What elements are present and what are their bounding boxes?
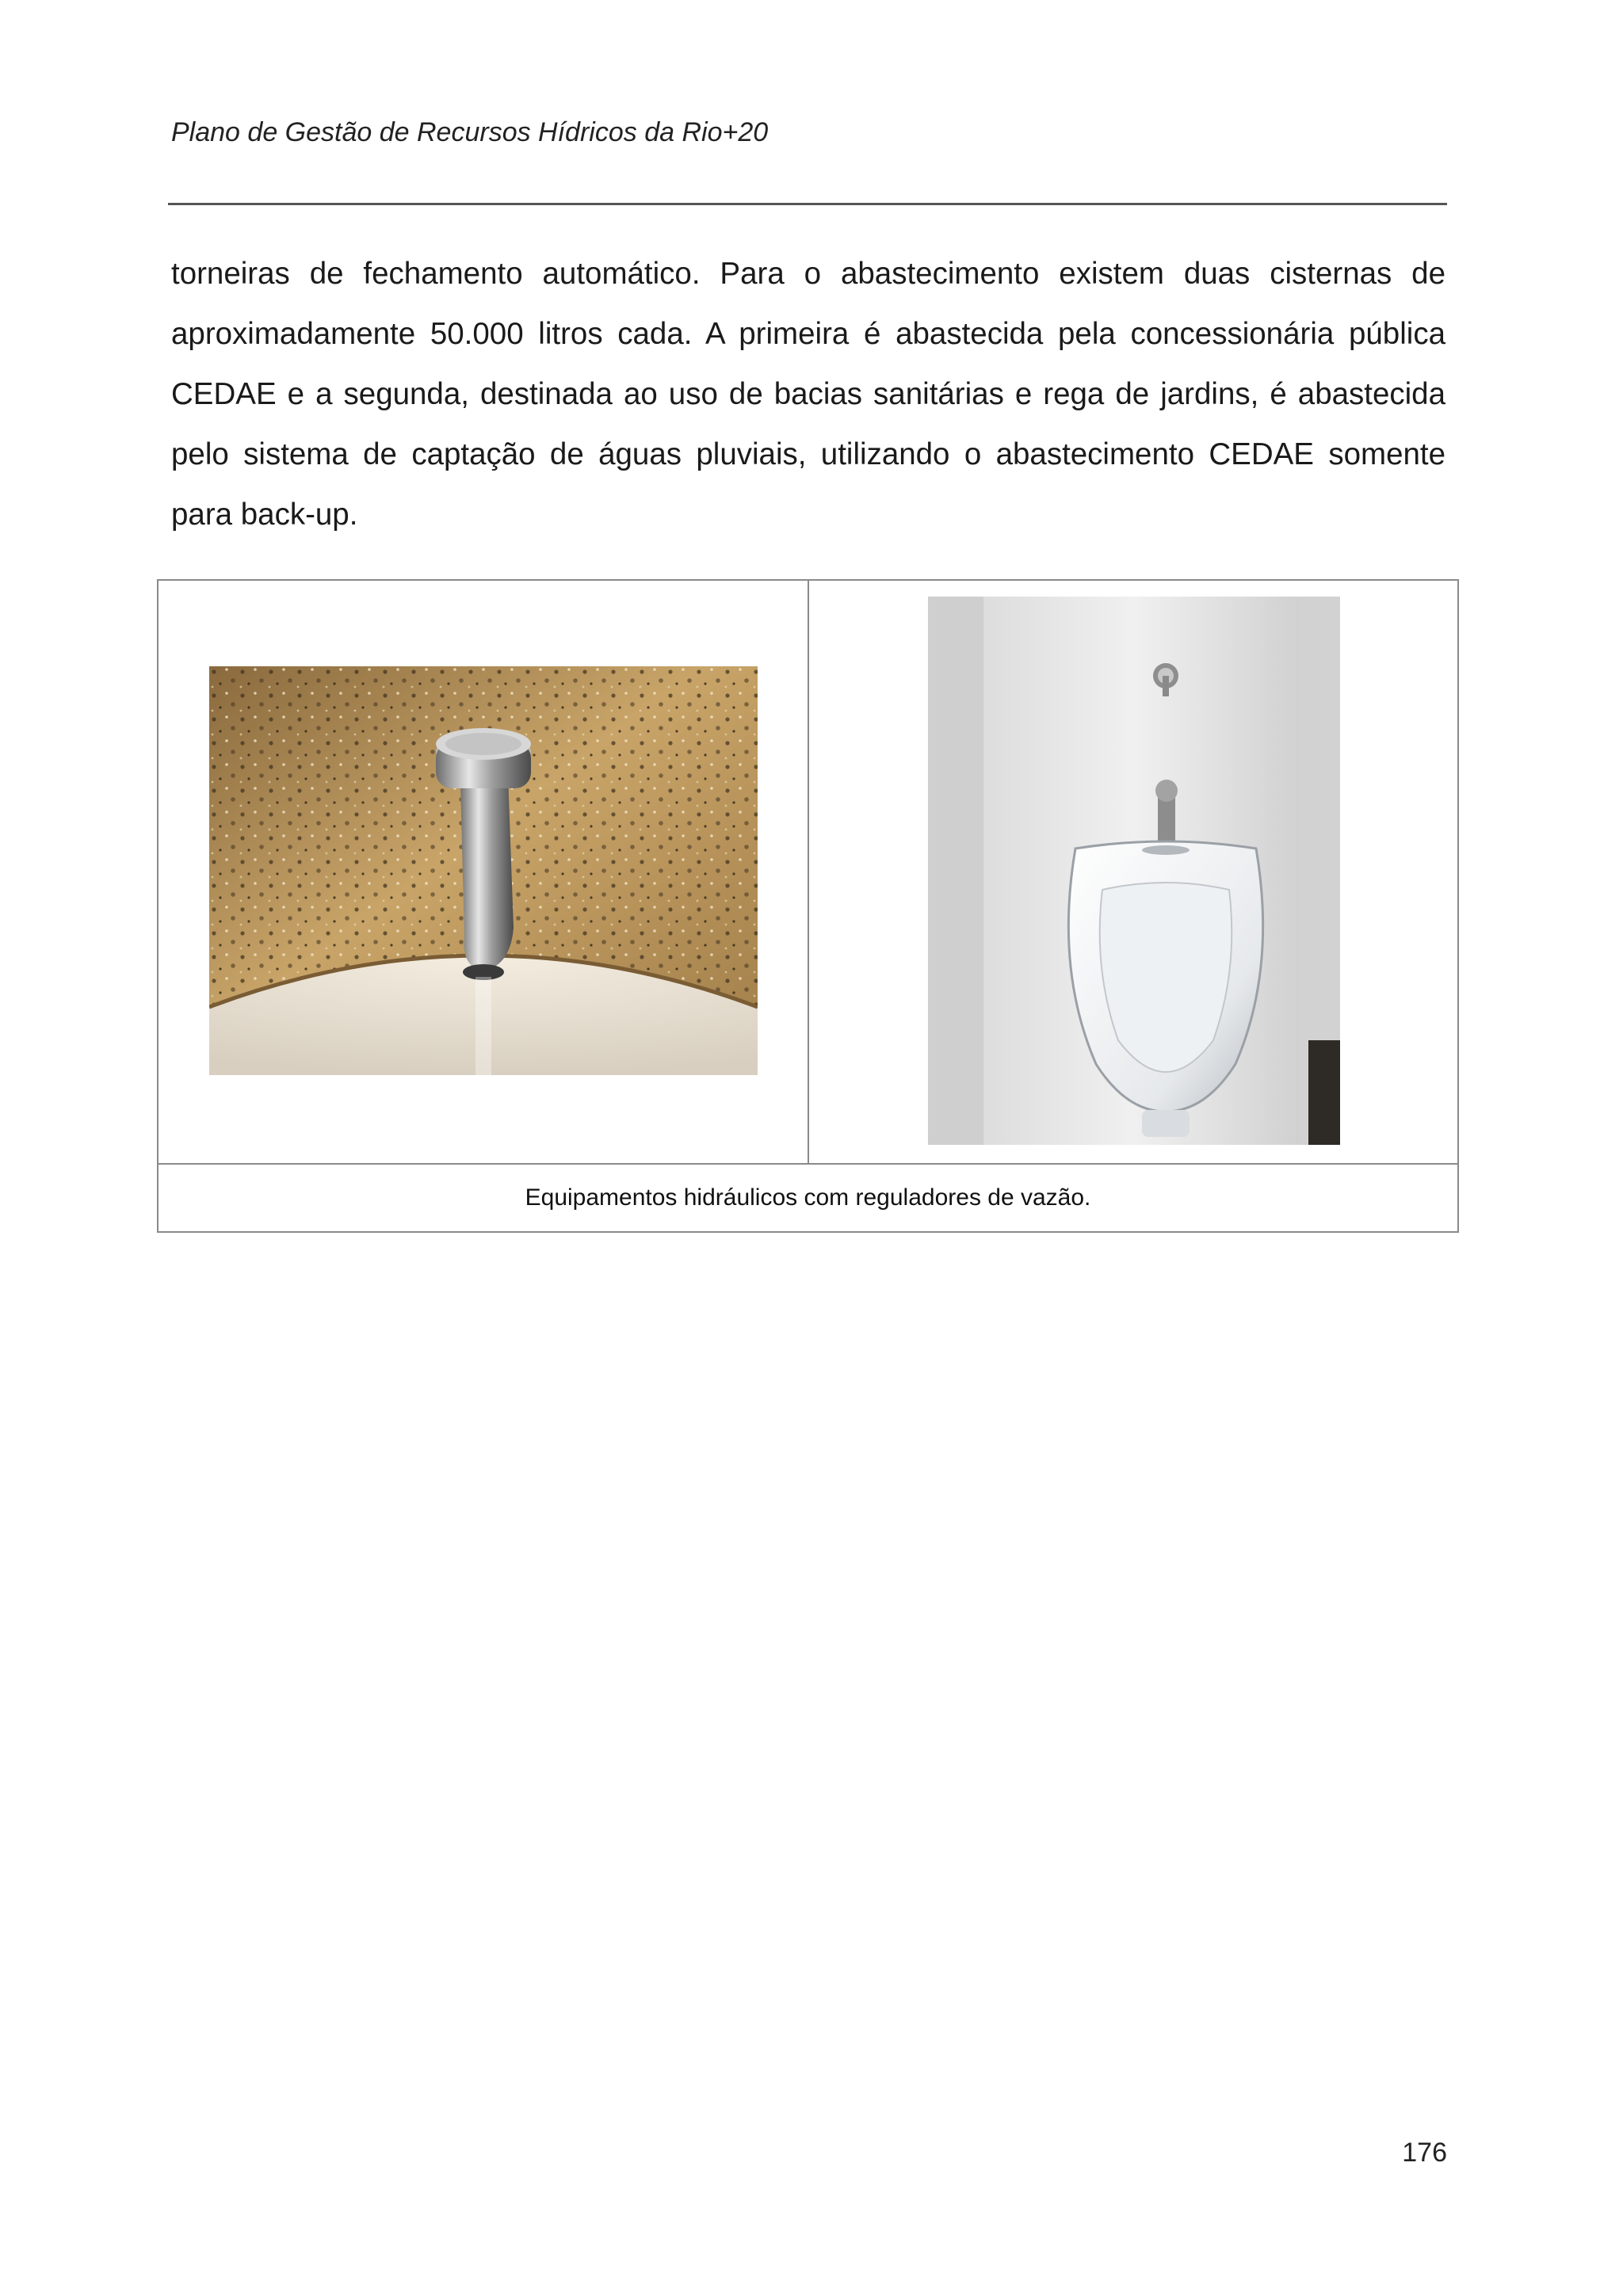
- figure-cell-left: [158, 580, 808, 1164]
- urinal-photo: [928, 597, 1340, 1145]
- body-paragraph: torneiras de fechamento automático. Para o abastecimento existem duas cisternas de aproximadamente 50.000 litros cada. A primeira é abastecida pela concessionária pública CEDAE e a segunda, destinada ao uso de bacias sanitárias e rega de jardins, é abastecida pelo sistema de captação de águas pluviais, utilizando o abastecimento CEDAE somente para back-up.: [171, 257, 1445, 532]
- faucet-photo: [209, 666, 758, 1075]
- header-rule: [168, 203, 1447, 205]
- figure-table: [157, 579, 1459, 1233]
- figure-caption-row: [158, 1164, 1458, 1232]
- running-header: Plano de Gestão de Recursos Hídricos da Rio+20: [171, 117, 769, 147]
- figure-caption: Equipamentos hidráulicos com reguladores de vazão.: [158, 1164, 1458, 1232]
- figure-image-row: [158, 580, 1458, 1164]
- page-number: 176: [1402, 2138, 1447, 2168]
- figure-cell-right: [808, 580, 1459, 1164]
